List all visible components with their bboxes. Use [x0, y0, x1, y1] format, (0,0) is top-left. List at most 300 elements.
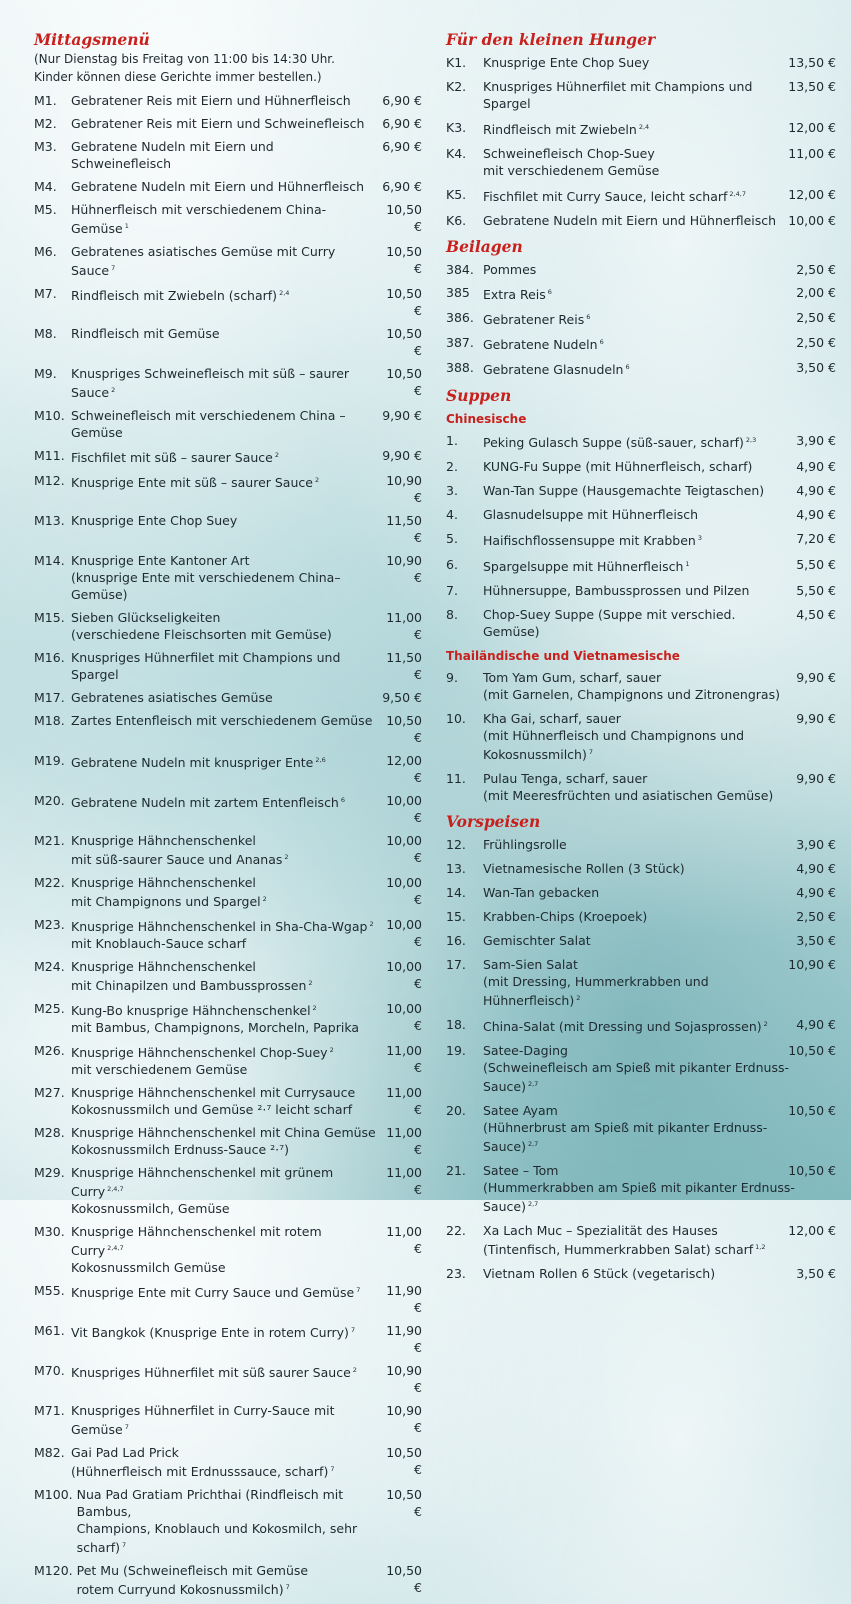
item-description [483, 956, 788, 1009]
item-text: mit verschiedenem Gemüse [483, 163, 660, 178]
allergen-note: 6 [599, 338, 604, 346]
item-text: Knusprige Hähnchenschenkel [71, 875, 256, 890]
menu-item [446, 908, 836, 925]
item-text: Gebratene Glasnudeln [483, 362, 624, 377]
menu-item [34, 472, 422, 506]
item-description [483, 860, 788, 877]
item-number: M16. [34, 650, 65, 665]
item-price: 10,50 € [386, 326, 422, 358]
item-text: Vietnam Rollen 6 Stück (vegetarisch) [483, 1266, 716, 1281]
item-line [71, 712, 376, 729]
menu-item [34, 1223, 422, 1276]
item-number: K5. [446, 187, 467, 202]
menu-item [34, 407, 422, 441]
item-price: 10,00 € [386, 833, 422, 865]
item-number: M10. [34, 408, 65, 423]
item-line [483, 145, 788, 162]
item-line [483, 1119, 788, 1155]
menu-item [446, 212, 836, 229]
item-line [483, 787, 788, 804]
item-text: Knusprige Hähnchenschenkel [71, 959, 256, 974]
menu-item [446, 261, 836, 278]
item-line [483, 669, 788, 686]
item-number: 12. [446, 837, 466, 852]
item-text: Rindfleisch mit Zwiebeln [483, 122, 637, 137]
section-heading: Für den kleinen Hunger [446, 30, 656, 49]
item-number: 388. [446, 360, 474, 375]
item-text: Knusprige Hähnchenschenkel mit China Gemüse [71, 1125, 376, 1140]
item-text: Nua Pad Gratiam Prichthai (Rindfleisch mit Bambus, [76, 1487, 344, 1519]
item-price: 10,00 € [386, 875, 422, 907]
item-description [71, 1402, 376, 1438]
item-line [71, 1019, 376, 1036]
lunch-menu-note [34, 50, 422, 86]
item-line [483, 212, 788, 229]
menu-item [34, 874, 422, 910]
item-description [77, 1562, 376, 1598]
item-price: 9,90 € [796, 711, 836, 726]
item-text: (mit Dressing, Hummerkrabben und Hühnerfleisch) [483, 974, 709, 1008]
item-number: M21. [34, 833, 65, 848]
allergen-note: 2,3 [745, 436, 757, 444]
item-line [71, 178, 376, 195]
item-text: (knusprige Ente mit verschiedenem China– Gemüse) [71, 570, 341, 602]
item-price: 11,00 € [386, 1085, 422, 1117]
item-price: 10,50 € [386, 366, 422, 398]
allergen-note: 2 [352, 1366, 357, 1374]
item-description [77, 1486, 376, 1556]
menu-item [34, 92, 422, 109]
item-price: 10,90 € [386, 1363, 422, 1395]
item-text: Sieben Glückseligkeiten [71, 610, 221, 625]
allergen-note: 2 [314, 476, 320, 484]
item-text: Knuspriges Hühnerfilet mit Champions und Spargel [71, 650, 341, 682]
item-description [483, 1102, 788, 1155]
item-text: Satee – Tom [483, 1163, 559, 1178]
item-line [71, 891, 376, 910]
item-description [71, 1362, 376, 1396]
item-number: M30. [34, 1224, 65, 1239]
item-line [483, 1059, 804, 1095]
item-price: 3,50 € [796, 360, 836, 375]
item-line [71, 1461, 376, 1480]
item-text: mit Bambus, Champignons, Morcheln, Paprika [71, 1020, 360, 1035]
item-line [483, 1265, 788, 1282]
item-number: 14. [446, 885, 466, 900]
allergen-note: 2,4,7 [107, 1185, 124, 1193]
item-line [71, 832, 376, 849]
item-description [71, 609, 376, 643]
item-line [71, 325, 376, 342]
item-price: 10,50 € [386, 1487, 422, 1519]
menu-item [34, 1164, 422, 1217]
item-description [71, 115, 376, 132]
item-text: Pet Mu (Schweinefleisch mit Gemüse [76, 1563, 309, 1578]
item-price: 10,00 € [386, 793, 422, 825]
item-text: Tom Yam Gum, scharf, sauer [483, 670, 662, 685]
item-number: 11. [446, 771, 466, 786]
menu-item [446, 556, 836, 575]
item-text: Knuspriges Schweinefleisch mit süß – saurer Sauce [71, 366, 350, 400]
item-text: Krabben-Chips (Kroepoek) [483, 909, 648, 924]
item-description [483, 432, 788, 451]
item-description [71, 712, 376, 746]
item-text: Knusprige Hähnchenschenkel mit grünem Curry [71, 1165, 334, 1199]
item-line [483, 261, 788, 278]
item-line [71, 1042, 376, 1061]
item-price: 12,00 € [788, 120, 836, 135]
item-description [483, 908, 788, 925]
item-price: 3,50 € [796, 1266, 836, 1281]
item-description [71, 649, 376, 683]
item-description [483, 458, 788, 475]
item-line [71, 1061, 376, 1078]
menu-item [446, 119, 836, 138]
item-number: M1. [34, 93, 57, 108]
item-line [483, 119, 788, 138]
item-number: K2. [446, 79, 467, 94]
item-number: M4. [34, 179, 57, 194]
item-text: Gebratene Nudeln mit Eiern und Schweinefleisch [71, 139, 274, 171]
menu-item [34, 1124, 422, 1158]
item-line [483, 908, 788, 925]
item-line [71, 92, 376, 109]
menu-item [34, 1362, 422, 1396]
item-price: 6,90 € [382, 139, 422, 154]
item-price: 4,90 € [796, 861, 836, 876]
item-line [71, 365, 376, 401]
item-number: M82. [34, 1445, 65, 1460]
item-price: 11,00 € [386, 1165, 422, 1197]
item-description [483, 261, 788, 278]
item-line [483, 458, 788, 475]
item-text: Spargelsuppe mit Hühnerfleisch [483, 559, 684, 574]
item-price: 10,50 € [386, 244, 422, 276]
item-description [71, 1322, 376, 1356]
menu-item [446, 432, 836, 451]
menu-item [446, 1042, 836, 1095]
menu-item [446, 710, 836, 763]
item-price: 11,90 € [386, 1323, 422, 1355]
item-description [71, 472, 376, 506]
item-text: Gemischter Salat [483, 933, 591, 948]
item-line [483, 530, 788, 549]
allergen-note: 1 [124, 222, 129, 230]
item-price: 6,90 € [382, 179, 422, 194]
item-number: 19. [446, 1043, 466, 1058]
item-price: 3,90 € [796, 837, 836, 852]
menu-item [34, 1084, 422, 1118]
item-number: M24. [34, 959, 65, 974]
menu-item [34, 243, 422, 279]
item-number: M8. [34, 326, 57, 341]
item-number: 22. [446, 1223, 466, 1238]
item-line [483, 932, 788, 949]
item-description [71, 178, 376, 195]
item-price: 2,00 € [796, 285, 836, 300]
menu-item [34, 1562, 422, 1598]
note-line: Kinder können diese Gerichte immer bestellen.) [34, 70, 322, 84]
item-text: (mit Hühnerfleisch und Champignons und Kokosnussmilch) [483, 728, 745, 762]
menu-item [34, 649, 422, 683]
item-line [71, 569, 376, 603]
item-number: 387. [446, 335, 474, 350]
item-description [71, 512, 376, 546]
menu-item [34, 115, 422, 132]
menu-item [446, 1162, 836, 1215]
item-description [71, 958, 376, 994]
item-text: China-Salat (mit Dressing und Sojasprossen) [483, 1019, 762, 1034]
menu-item [34, 285, 422, 319]
item-line [71, 752, 376, 771]
item-description [71, 365, 376, 401]
item-number: M23. [34, 917, 65, 932]
item-line [71, 472, 376, 491]
item-description [71, 1282, 376, 1316]
menu-item [446, 1265, 836, 1282]
menu-item [446, 836, 836, 853]
item-price: 9,90 € [796, 771, 836, 786]
menu-item [34, 832, 422, 868]
item-text: (mit Garnelen, Champignons und Zitronengras) [483, 687, 780, 702]
item-description [483, 284, 788, 303]
item-text: rotem Curryund Kokosnussmilch) [76, 1582, 284, 1597]
menu-item [446, 770, 836, 804]
menu-item [34, 447, 422, 466]
item-line [483, 432, 788, 451]
menu-item [446, 884, 836, 901]
menu-item [446, 582, 836, 599]
item-line [71, 447, 376, 466]
item-price: 4,50 € [796, 607, 836, 622]
item-price: 12,00 € [788, 1223, 836, 1238]
item-description [483, 1222, 788, 1258]
item-number: 13. [446, 861, 466, 876]
item-price: 11,50 € [386, 650, 422, 682]
item-line [71, 138, 376, 172]
item-text: Champions, Knoblauch und Kokosmilch, sehr scharf) [76, 1521, 358, 1555]
item-line [483, 973, 788, 1009]
menu-item [446, 506, 836, 523]
item-line [71, 407, 376, 441]
item-line [71, 935, 376, 952]
item-text: Gebratene Nudeln mit Eiern und Hühnerfleisch [483, 213, 777, 228]
item-line [483, 606, 788, 640]
item-number: M61. [34, 1323, 65, 1338]
item-text: Gebratener Reis mit Eiern und Hühnerfleisch [71, 93, 351, 108]
menu-item [446, 309, 836, 328]
item-description [71, 1444, 376, 1480]
item-price: 6,90 € [382, 93, 422, 108]
item-text: Frühlingsrolle [483, 837, 567, 852]
item-number: 8. [446, 607, 458, 622]
item-price: 10,50 € [386, 202, 422, 234]
allergen-note: 2,4,7 [107, 1244, 124, 1252]
item-description [483, 770, 788, 804]
item-line [71, 285, 376, 304]
item-number: M22. [34, 875, 65, 890]
allergen-note: 2 [312, 1004, 317, 1012]
item-text: Knuspriges Hühnerfilet mit Champions und Spargel [483, 79, 753, 111]
item-number: M12. [34, 473, 65, 488]
allergen-note: 2 [111, 386, 116, 394]
allergen-note: 7 [356, 1286, 361, 1294]
section-heading: Suppen [446, 386, 512, 405]
section-heading: Vorspeisen [446, 812, 541, 831]
item-price: 9,50 € [382, 690, 422, 705]
menu-item [34, 752, 422, 786]
menu-item [34, 1282, 422, 1316]
allergen-note: 2 [576, 994, 581, 1002]
item-price: 11,50 € [386, 513, 422, 545]
item-text: Gebratene Nudeln mit knuspriger Ente [71, 755, 314, 770]
item-number: 9. [446, 670, 458, 685]
item-description [483, 1265, 788, 1282]
item-price: 10,50 € [386, 1563, 422, 1595]
item-text: Hühnerfleisch mit verschiedenem China-Gemüse [71, 202, 327, 236]
item-line [71, 1282, 376, 1301]
item-text: (Hühnerfleisch mit Erdnusssauce, scharf) [71, 1464, 329, 1479]
item-text: Knuspriges Hühnerfilet mit süß saurer Sauce [71, 1365, 351, 1380]
allergen-note: 7 [350, 1326, 356, 1334]
item-number: M28. [34, 1125, 65, 1140]
item-text: (mit Meeresfrüchten und asiatischen Gemüse) [483, 788, 774, 803]
item-price: 10,90 € [788, 957, 836, 972]
item-line [483, 162, 788, 179]
item-number: M7. [34, 286, 57, 301]
item-price: 6,90 € [382, 116, 422, 131]
item-line [71, 1200, 376, 1217]
item-text: Vietnamesische Rollen (3 Stück) [483, 861, 685, 876]
subsection-heading: Chinesische [446, 412, 527, 426]
item-price: 11,00 € [386, 610, 422, 642]
item-line [71, 1223, 376, 1259]
item-number: K6. [446, 213, 467, 228]
item-price: 4,90 € [796, 483, 836, 498]
item-text: Rindfleisch mit Zwiebeln (scharf) [71, 288, 278, 303]
item-line [483, 1222, 788, 1239]
menu-item [34, 1322, 422, 1356]
allergen-note: 7 [285, 1583, 290, 1591]
item-number: M17. [34, 690, 65, 705]
item-description [483, 54, 788, 71]
item-price: 11,00 € [386, 1125, 422, 1157]
item-line [483, 686, 788, 703]
item-text: (Hühnerbrust am Spieß mit pikanter Erdnuss-Sauce) [483, 1120, 768, 1154]
item-text: Gebratene Nudeln [483, 337, 598, 352]
allergen-note: 1 [685, 560, 690, 568]
menu-item [34, 178, 422, 195]
item-text: mit verschiedenem Gemüse [71, 1062, 248, 1077]
item-number: M5. [34, 202, 57, 217]
item-description [71, 1223, 376, 1276]
menu-item [34, 512, 422, 546]
item-number: M25. [34, 1001, 65, 1016]
item-text: Extra Reis [483, 287, 546, 302]
item-text: Schweinefleisch Chop-Suey [483, 146, 655, 161]
allergen-note: 2,7 [527, 1080, 539, 1088]
item-number: M29. [34, 1165, 65, 1180]
allergen-note: 2,4 [279, 289, 290, 297]
item-line [71, 1084, 376, 1101]
item-number: M13. [34, 513, 65, 528]
item-text: KUNG-Fu Suppe (mit Hühnerfleisch, scharf) [483, 459, 753, 474]
item-text: Knusprige Ente mit Curry Sauce und Gemüse [71, 1285, 355, 1300]
item-number: M70. [34, 1363, 65, 1378]
item-text: mit Champignons und Spargel [71, 894, 261, 909]
item-price: 12,00 € [386, 753, 422, 785]
item-line [483, 506, 788, 523]
menu-item [34, 365, 422, 401]
item-description [71, 1000, 376, 1036]
item-description [483, 359, 788, 378]
item-text: (Schweinefleisch am Spieß mit pikanter Erdnuss-Sauce) [483, 1060, 789, 1094]
item-description [71, 1042, 376, 1078]
item-description [483, 334, 788, 353]
item-text: Vit Bangkok (Knusprige Ente in rotem Curry) [71, 1325, 349, 1340]
allergen-note: 6 [340, 796, 345, 804]
item-price: 9,90 € [796, 670, 836, 685]
item-price: 4,90 € [796, 885, 836, 900]
menu-item [446, 956, 836, 1009]
item-line [71, 1362, 376, 1381]
item-price: 2,50 € [796, 909, 836, 924]
item-line [71, 552, 376, 569]
item-description [483, 556, 788, 575]
item-line [483, 1179, 804, 1215]
menu-item [446, 530, 836, 549]
item-line [483, 1239, 788, 1258]
item-number: M26. [34, 1043, 65, 1058]
item-price: 10,00 € [386, 917, 422, 949]
menu-item [446, 458, 836, 475]
item-text: mit süß-saurer Sauce und Ananas [71, 852, 283, 867]
item-text: Glasnudelsuppe mit Hühnerfleisch [483, 507, 699, 522]
item-description [71, 325, 376, 359]
allergen-note: 2,7 [527, 1200, 539, 1208]
item-price: 10,50 € [386, 1445, 422, 1477]
item-description [483, 212, 788, 229]
item-text: Fischfilet mit süß – saurer Sauce [71, 450, 273, 465]
item-text: Satee Ayam [483, 1103, 558, 1118]
item-line [71, 512, 376, 529]
item-description [71, 201, 376, 237]
section-heading: Beilagen [446, 237, 523, 256]
menu-item [34, 1444, 422, 1480]
item-line [483, 334, 788, 353]
item-text: Kokosnussmilch Erdnuss-Sauce ²·⁷) [71, 1142, 289, 1157]
item-line [483, 186, 788, 205]
subsection-heading: Thailändische und Vietnamesische [446, 649, 680, 663]
item-description [483, 1016, 788, 1035]
menu-item [34, 609, 422, 643]
menu-item [34, 1486, 422, 1556]
menu-item [446, 669, 836, 703]
item-description [71, 552, 376, 603]
item-line [71, 689, 376, 706]
item-price: 10,50 € [386, 286, 422, 318]
item-number: M15. [34, 610, 65, 625]
menu-item [446, 606, 836, 640]
item-description [483, 582, 788, 599]
item-price: 10,90 € [386, 1403, 422, 1435]
menu-item [34, 916, 422, 952]
item-text: Pulau Tenga, scharf, sauer [483, 771, 648, 786]
item-line [483, 1042, 804, 1059]
item-price: 5,50 € [796, 557, 836, 572]
menu-item [34, 1402, 422, 1438]
item-description [71, 874, 376, 910]
